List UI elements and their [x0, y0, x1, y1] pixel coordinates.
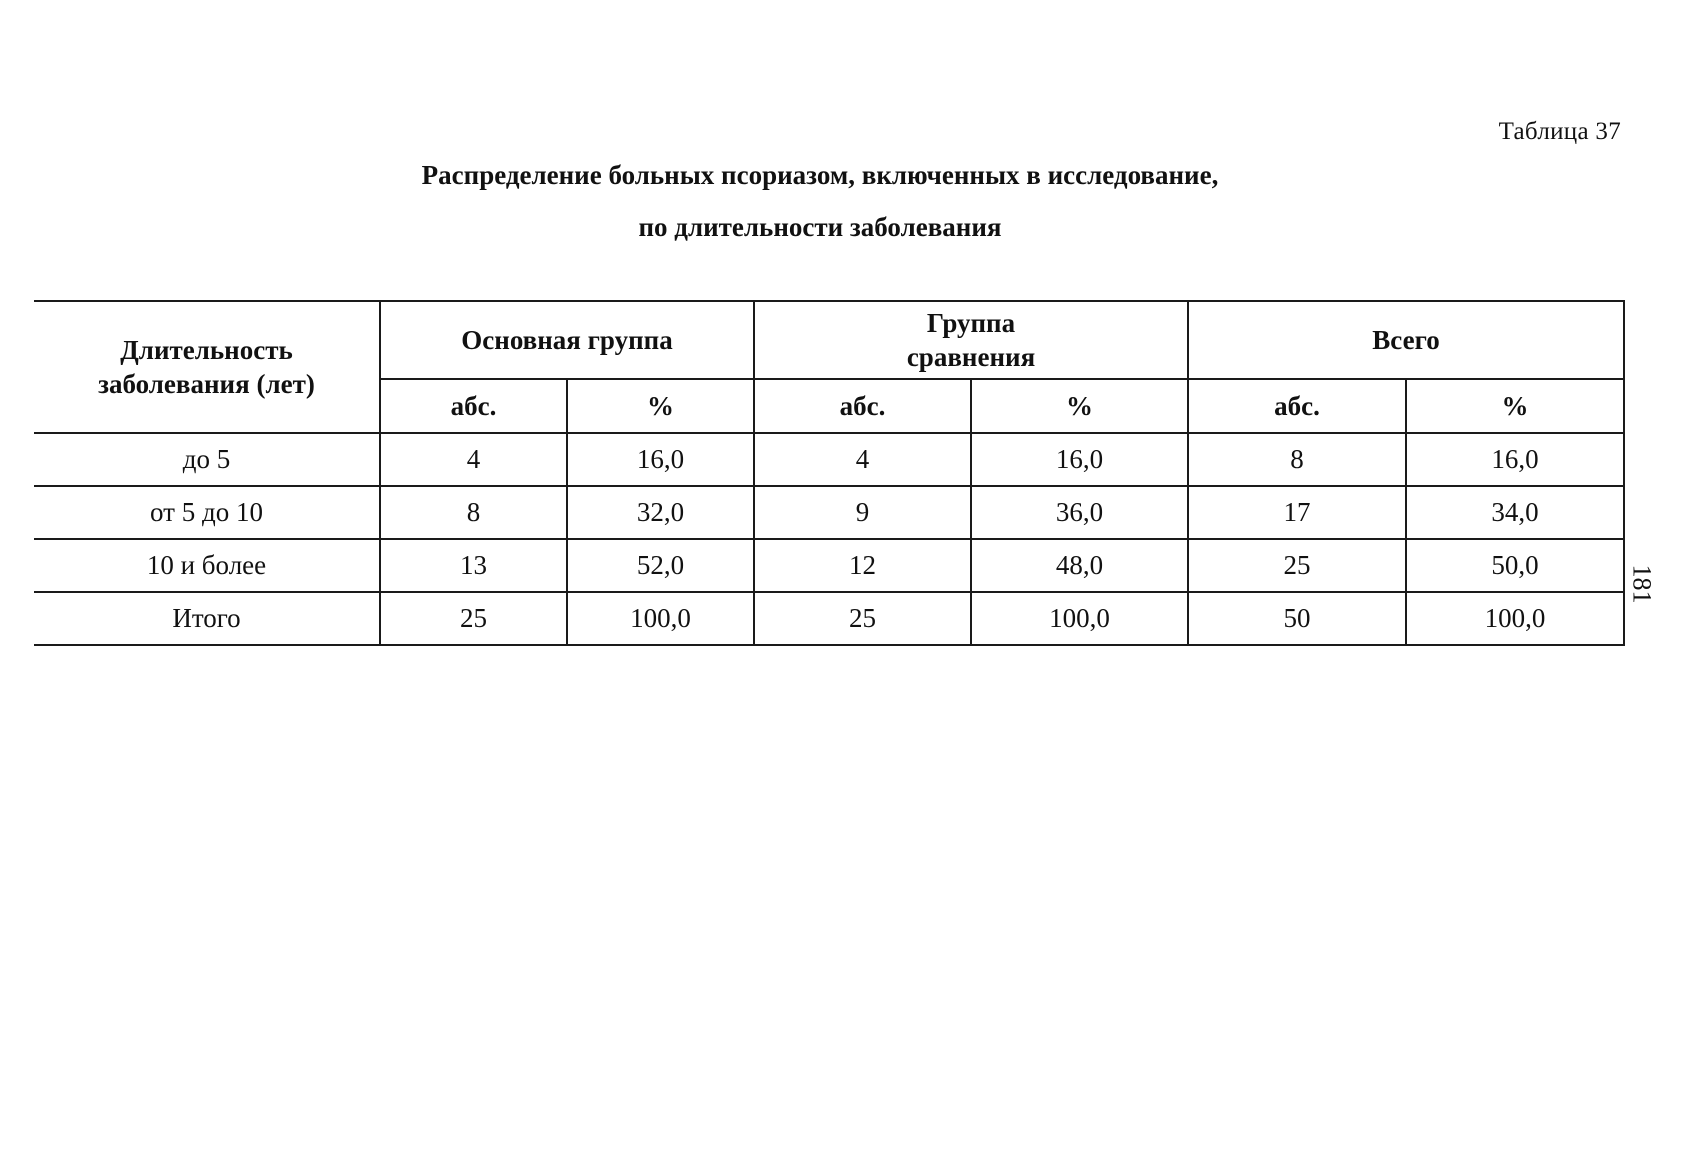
- row-header-duration: Длительность заболевания (лет): [34, 301, 380, 433]
- group-header-comparison: Группа сравнения: [754, 301, 1188, 379]
- table-number: Таблица 37: [1498, 118, 1621, 145]
- page-number: 181: [1627, 564, 1657, 604]
- cell-main-percent: 52,0: [567, 539, 754, 592]
- group-header-total: Всего: [1188, 301, 1624, 379]
- row-label: 10 и более: [34, 539, 380, 592]
- cell-comparison-percent: 48,0: [971, 539, 1188, 592]
- sub-header-abs: абс.: [1188, 379, 1406, 433]
- sub-header-percent: %: [971, 379, 1188, 433]
- sub-header-abs: абс.: [380, 379, 567, 433]
- cell-main-percent: 16,0: [567, 433, 754, 486]
- distribution-table: [34, 300, 1625, 646]
- row-label: Итого: [34, 592, 380, 645]
- cell-comparison-abs: 4: [754, 433, 971, 486]
- cell-total-abs: 50: [1188, 592, 1406, 645]
- cell-total-abs: 17: [1188, 486, 1406, 539]
- cell-total-abs: 25: [1188, 539, 1406, 592]
- sub-header-abs: абс.: [754, 379, 971, 433]
- row-label: до 5: [34, 433, 380, 486]
- cell-comparison-abs: 12: [754, 539, 971, 592]
- sub-header-percent: %: [1406, 379, 1624, 433]
- cell-main-abs: 13: [380, 539, 567, 592]
- table-row: [34, 539, 1624, 592]
- table-row: [34, 433, 1624, 486]
- cell-comparison-abs: 25: [754, 592, 971, 645]
- group-header-main: Основная группа: [380, 301, 754, 379]
- cell-total-percent: 16,0: [1406, 433, 1624, 486]
- cell-main-percent: 100,0: [567, 592, 754, 645]
- table-row: [34, 486, 1624, 539]
- cell-total-percent: 34,0: [1406, 486, 1624, 539]
- table-row-total: [34, 592, 1624, 645]
- cell-total-percent: 100,0: [1406, 592, 1624, 645]
- cell-main-abs: 8: [380, 486, 567, 539]
- table-title-line-2: по длительности заболевания: [638, 212, 1002, 242]
- cell-total-percent: 50,0: [1406, 539, 1624, 592]
- sub-header-percent: %: [567, 379, 754, 433]
- cell-main-abs: 25: [380, 592, 567, 645]
- cell-main-percent: 32,0: [567, 486, 754, 539]
- header-row-groups: [34, 301, 1624, 379]
- cell-comparison-percent: 100,0: [971, 592, 1188, 645]
- cell-comparison-percent: 16,0: [971, 433, 1188, 486]
- row-label: от 5 до 10: [34, 486, 380, 539]
- cell-comparison-abs: 9: [754, 486, 971, 539]
- table-title-line-1: Распределение больных псориазом, включенных в исследование,: [421, 160, 1219, 190]
- cell-total-abs: 8: [1188, 433, 1406, 486]
- cell-comparison-percent: 36,0: [971, 486, 1188, 539]
- cell-main-abs: 4: [380, 433, 567, 486]
